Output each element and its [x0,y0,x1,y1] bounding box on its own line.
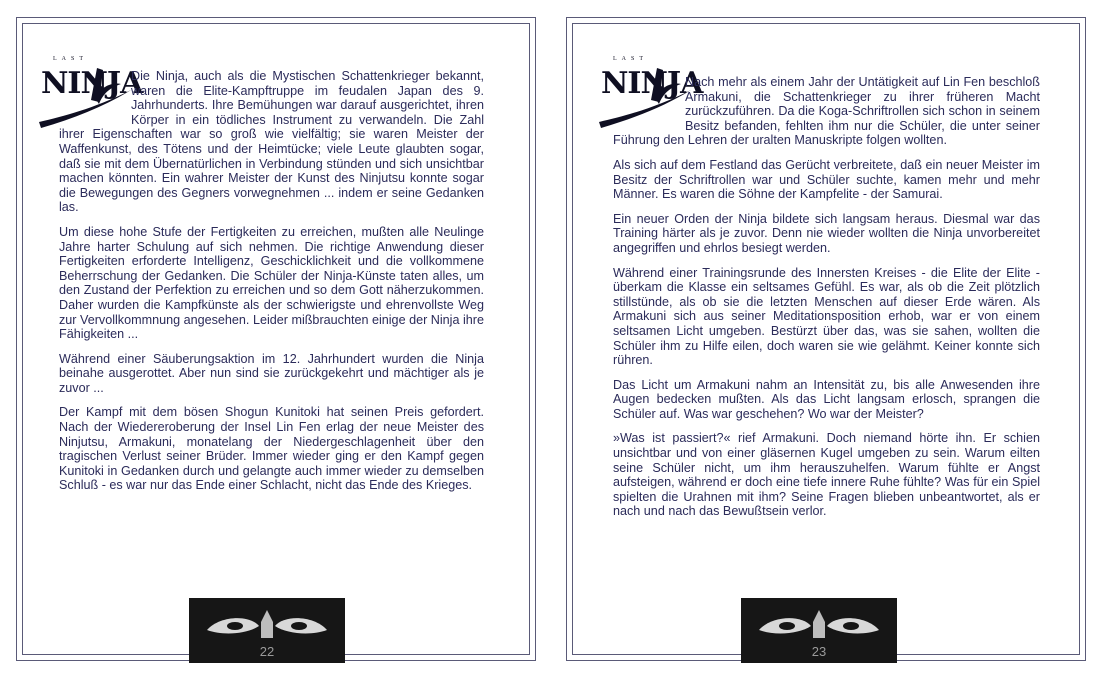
paragraph: Ein neuer Orden der Ninja bildete sich langsam heraus. Diesmal war das Training härter als je zuvor. Denn nie wieder wollten die Ninja unvorbereitet angegriffen und ehrlos besiegt werden. [613,211,1040,255]
paragraph: »Was ist passiert?« rief Armakuni. Doch niemand hörte ihn. Er schien unsichtbar und von einer gläsernen Kugel umgeben zu sein. Warum eilten seine Schüler nicht, um ihm herauszuhelfen. Warum fühlte er Angst aufsteigen, während er doch eine tiefe innere Ruhe fühlte? Was für ein Spiel spielten die Urahnen mit ihm? Seine Fragen blieben unbeantwortet, als er nach und nach das Bewußtsein verlor. [613,431,1040,519]
paragraph: Um diese hohe Stufe der Fertigkeiten zu erreichen, mußten alle Neulinge Jahre harter Schulung auf sich nehmen. Die richtige Anwendung dieser Fertigkeiten erforderte Intelligenz, Geschicklichkeit und die vollkommene Beherrschung der Gedanken. Die Schüler der Ninja-Künste taten alles, um den Zustand der Perfektion zu erreichen und so dem Gott näherzukommen. Daher wurden die Kampfkünste als der schwierigste und ehrenvollste Weg zur Vervollkommnung angesehen. Leider mißbrauchten einige der Ninja ihre Fähigkeiten ... [59,224,484,342]
left-page [16,17,536,661]
logo-tagline: LAST [53,56,88,62]
logo-wordmark: NINJA [41,66,143,101]
left-page-body [59,69,484,503]
right-page [566,17,1086,661]
right-page-body [613,75,1040,529]
paragraph: Nach mehr als einem Jahr der Untätigkeit auf Lin Fen beschloß Armakuni, die Schattenkrieger zu ihrer früheren Macht zurückzuführen. Da die Koga-Schriftrollen sich schon in seinem Besitz befanden, fehlten ihm nur die Schüler, die unter seiner Führung den Lehren der uralten Manuskripte folgen wollten. [613,75,1040,148]
paragraph: Während einer Säuberungsaktion im 12. Jahrhundert wurden die Ninja beinahe ausgerottet. Aber nun sind sie zurückgekehrt und mächtiger als je zuvor ... [59,351,484,395]
page-footer-eyes [741,598,897,663]
paragraph: Das Licht um Armakuni nahm an Intensität zu, bis alle Anwesenden ihre Augen bedecken mußten. Als das Licht langsam erlosch, sprangen die Schüler auf. Was war geschehen? Wo war der Meister? [613,377,1040,421]
paragraph: Während einer Trainingsrunde des Innersten Kreises - die Elite der Elite - überkam die Klasse ein seltsames Gefühl. Es war, als ob die Zeit plötzlich stillstünde, als ob sie die letzten Menschen auf dieser Erde wären. Als Armakuni sich aus seiner Meditationsposition erhob, war er von einem seltsamen Licht umgeben. Bestürzt über das, was sie sahen, wollten die Schüler ihm zu Hilfe eilen, doch waren sie wie gelähmt. Keiner konnte sich rühren. [613,265,1040,368]
paragraph: Der Kampf mit dem bösen Shogun Kunitoki hat seinen Preis gefordert. Nach der Wiedereroberung der Insel Lin Fen erlag der neue Meister des Ninjutsu, Armakuni, monatelang der Niedergeschlagenheit über den tragischen Verlust seiner Brüder. Immer wieder ging er den Kampf gegen Kunitoki in Gedanken durch und gelangte auch immer wieder zu demselben Schluß - es war nur das Ende einer Schlacht, nicht das Ende des Krieges. [59,405,484,493]
ninja-eyes-icon [189,598,345,648]
page-footer-eyes [189,598,345,663]
page-number: 23 [811,644,827,659]
paragraph: Als sich auf dem Festland das Gerücht verbreitete, daß ein neuer Meister im Besitz der Schriftrollen war und Schüler suchte, kamen mehr und mehr Männer. Es waren die Söhne der Kampfelite - der Samurai. [613,157,1040,202]
logo-wordmark: NINJA [601,66,703,101]
paragraph: Die Ninja, auch als die Mystischen Schattenkrieger bekannt, waren die Elite-Kampftruppe im feudalen Japan des 9. Jahrhunderts. Ihre Bemühungen war darauf ausgerichtet, ihren Körper in ein tödliches Instrument zu verwandeln. Die Zahl ihrer Eigenschaften war so groß wie vielfältig; sie waren Meister der Waffenkunst, des Tötens und der Heimtücke; viele Leute glaubten sogar, daß sie mit dem Übernatürlichen in Verbindung stünden und sich unsichtbar machen könnten. Ein wahrer Meister der Kunst des Ninjutsu konnte sogar die Bewegungen des Gegners vorwegnehmen ... indem er seine Gedanken las. [59,69,484,215]
ninja-eyes-icon [741,598,897,648]
page-number: 22 [259,644,275,659]
logo-tagline: LAST [613,56,648,62]
